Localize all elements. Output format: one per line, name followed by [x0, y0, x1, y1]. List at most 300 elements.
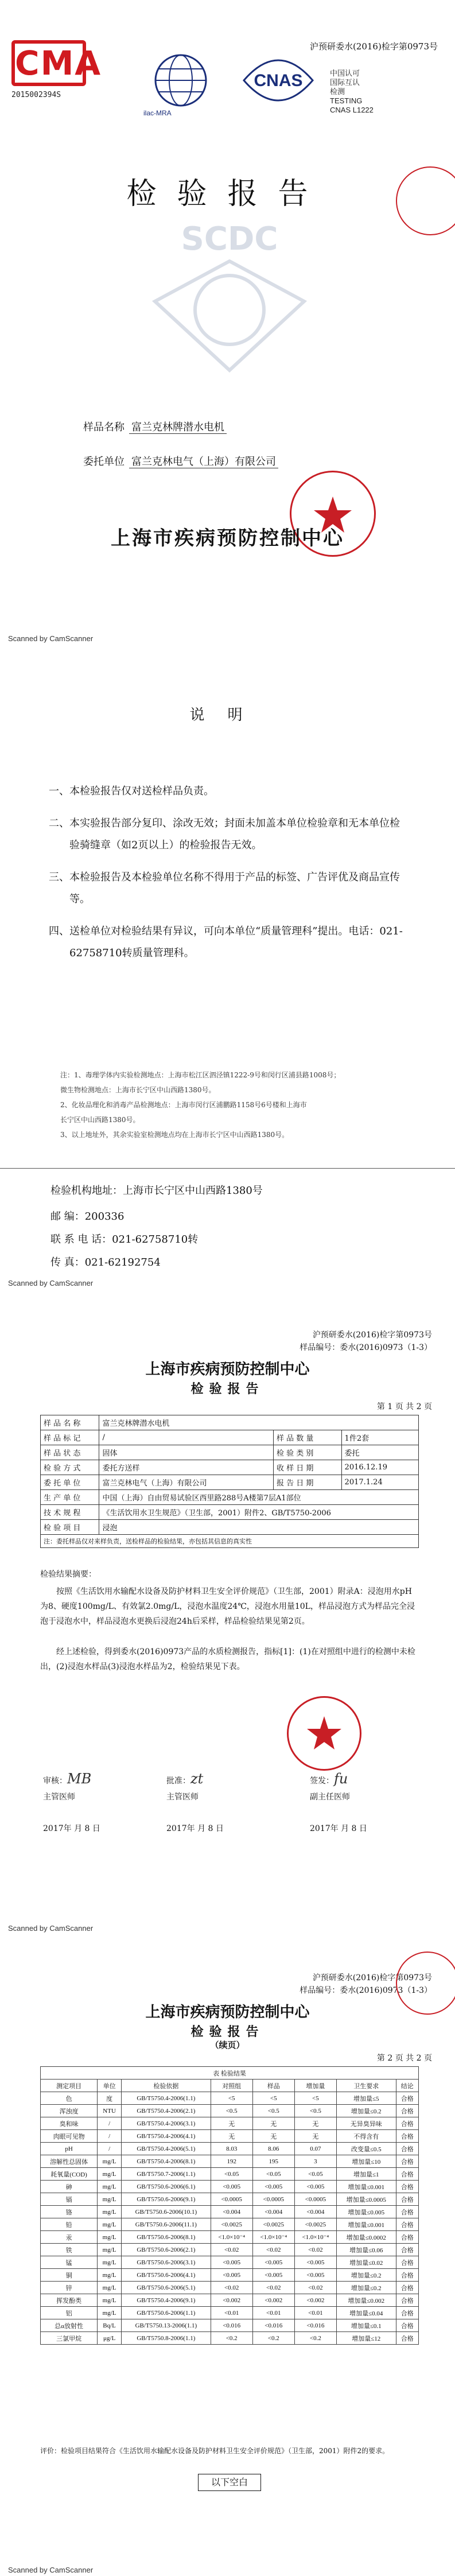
table-cell: 合格 [396, 2282, 418, 2294]
sign-role: 副主任医师 [310, 1793, 350, 1802]
table-cell: <0.05 [294, 2168, 336, 2181]
table-cell: Bq/L [98, 2319, 122, 2332]
results-table [40, 2066, 419, 2345]
table-cell: <0.5 [252, 2105, 294, 2117]
table-cell: GB/T5750.6-2006(1.1) [122, 2307, 211, 2319]
ilac-text: ilac-MRA [143, 109, 172, 117]
table-cell: 3 [294, 2155, 336, 2168]
info-value: 富兰克林牌潜水电机 [99, 1415, 419, 1430]
abstract-paragraph: 按照《生活饮用水输配水设备及防护材料卫生安全评价规范》（卫生部，2001）附录A：浸泡用水pH为8、硬度100mg/L、有效氯2.0mg/L，浸泡水温度24℃，浸泡水用量10L，样品浸泡方式为样品完全浸泡于浸泡水中，样品浸泡水更换后浸泡24h后采样，样品检验结果见第2页。 [40, 1587, 415, 1626]
info-label: 检 验 方 式 [41, 1460, 99, 1475]
phone-line [50, 1231, 198, 1246]
table-row [41, 2269, 419, 2282]
info-label: 报 告 日 期 [274, 1475, 342, 1490]
column-header: 检验依据 [122, 2080, 211, 2092]
evaluation-note: 评价：检验项目结果符合《生活饮用水输配水设备及防护材料卫生安全评价规范》（卫生部，2001）附件2的要求。 [40, 2447, 390, 2455]
table-cell: mg/L [98, 2282, 122, 2294]
column-header: 单位 [98, 2080, 122, 2092]
table-cell: mg/L [98, 2218, 122, 2231]
table-cell: 合格 [396, 2143, 418, 2155]
table-row [41, 1460, 419, 1475]
note-item: 三、本检验报告及本检验单位名称不得用于产品的标签、广告评优及商品宣传等。 [49, 871, 400, 905]
table-cell: mg/L [98, 2181, 122, 2193]
table-cell: <0.01 [252, 2307, 294, 2319]
table-row [41, 2206, 419, 2218]
table-cell: 合格 [396, 2269, 418, 2282]
divider [0, 1168, 455, 1169]
lab-note: 微生物检测地点：上海市长宁区中山西路1380号。 [60, 1086, 216, 1094]
info-label: 样 品 数 量 [274, 1430, 342, 1445]
column-header: 结论 [396, 2080, 418, 2092]
info-label: 样 品 状 态 [41, 1445, 99, 1460]
table-cell: 无 [294, 2130, 336, 2143]
report-title: 检验报告 [190, 2025, 265, 2039]
sign-signature: 签发：fu [310, 1771, 348, 1787]
table-cell: 增加量≤0.1 [336, 2319, 396, 2332]
column-header: 卫生要求 [336, 2080, 396, 2092]
table-cell: <0.002 [294, 2294, 336, 2307]
table-cell: 无 [211, 2117, 252, 2130]
report-number: 沪预研委水(2016)检字第0973号 [312, 1330, 432, 1340]
table-cell: GB/T5750.6-2006(9.1) [122, 2193, 211, 2206]
table-cell: GB/T5750.6-2006(10.1) [122, 2206, 211, 2218]
sign-date: 2017年 月 8 日 [310, 1824, 367, 1833]
official-seal [287, 1696, 361, 1771]
lab-note: 注：1、毒理学体内实验检测地点：上海市松江区泗泾镇1222-9号和闵行区浦县路1008号； [60, 1071, 341, 1079]
watermark-text: SCDC [181, 220, 278, 258]
logo-row [11, 40, 444, 126]
table-cell: 增加量≤1 [336, 2168, 396, 2181]
table-row [41, 2319, 419, 2332]
table-cell: <0.02 [211, 2244, 252, 2256]
edge-seal [396, 1952, 455, 2015]
table-cell: GB/T5750.13-2006(1.1) [122, 2319, 211, 2332]
table-cell: 增加量≤0.04 [336, 2307, 396, 2319]
table-row [41, 2117, 419, 2130]
table-cell: 合格 [396, 2155, 418, 2168]
table-cell: <0.004 [252, 2206, 294, 2218]
notes-list [49, 781, 405, 975]
table-row [41, 2143, 419, 2155]
table-cell: mg/L [98, 2193, 122, 2206]
info-value: 《生活饮用水卫生规范》（卫生部，2001）附件2、GB/T5750-2006 [99, 1505, 419, 1520]
table-cell: <0.02 [294, 2282, 336, 2294]
table-cell: <0.0005 [252, 2193, 294, 2206]
table-row [41, 2155, 419, 2168]
table-cell: 合格 [396, 2130, 418, 2143]
table-cell: <0.005 [211, 2269, 252, 2282]
info-value: / [99, 1430, 274, 1445]
report-page-2 [0, 1940, 455, 2576]
table-cell: GB/T5750.4-2006(3.1) [122, 2117, 211, 2130]
table-cell: 合格 [396, 2105, 418, 2117]
table-cell: GB/T5750.4-2006(9.1) [122, 2294, 211, 2307]
table-cell: 增加量≤0.001 [336, 2218, 396, 2231]
table-cell: <5 [211, 2092, 252, 2105]
approve-date: 2017年 月 8 日 [166, 1824, 224, 1833]
table-cell: <5 [294, 2092, 336, 2105]
info-value: 1件2套 [341, 1430, 418, 1445]
sign-label: 签发： [310, 1776, 334, 1786]
abstract-paragraph: 经上述检验，得到委水(2016)0973产品的水质检测报告，指标[1]：(1)在对照组中进行的检测中未检出，(2)浸泡水样品(3)浸泡水样品为2，检验结果见下表。 [40, 1647, 415, 1671]
info-note: 注：委托样品仅对来样负责，送检样品的检验结果，亦包括其信息的真实性 [41, 1535, 419, 1548]
table-cell: <0.005 [294, 2269, 336, 2282]
approve-label: 批准： [166, 1776, 190, 1786]
table-cell: GB/T5750.6-2006(3.1) [122, 2256, 211, 2269]
lab-note: 长宁区中山西路1380号。 [60, 1116, 140, 1124]
table-row [41, 1415, 419, 1430]
phone-value: 021-62758710转 [112, 1233, 199, 1246]
cnas-logo-icon [232, 40, 324, 118]
table-cell: <0.0025 [294, 2218, 336, 2231]
table-row [41, 2218, 419, 2231]
table-cell: <0.02 [211, 2282, 252, 2294]
table-cell: 合格 [396, 2332, 418, 2345]
table-caption-row [41, 2067, 419, 2080]
table-cell: 无 [252, 2130, 294, 2143]
table-cell: 合格 [396, 2294, 418, 2307]
table-cell: 色 [41, 2092, 98, 2105]
info-value: 2017.1.24 [341, 1475, 418, 1490]
table-cell: NTU [98, 2105, 122, 2117]
table-cell: <0.02 [252, 2244, 294, 2256]
review-signature: 审核：MB [43, 1771, 92, 1787]
table-cell: / [98, 2143, 122, 2155]
table-cell: 无 [211, 2130, 252, 2143]
review-role: 主管医师 [43, 1793, 75, 1802]
cnas-line: 检测 [330, 87, 345, 96]
table-cell: 增加量≤0.2 [336, 2105, 396, 2117]
page-info: 第 1 页 共 2 页 [376, 1402, 432, 1411]
review-date: 2017年 月 8 日 [43, 1824, 100, 1833]
table-cell: 三氯甲烷 [41, 2332, 98, 2345]
table-cell: GB/T5750.4-2006(1.1) [122, 2092, 211, 2105]
info-label: 样 品 标 记 [41, 1430, 99, 1445]
table-cell: <5 [252, 2092, 294, 2105]
table-title: 表 检验结果 [41, 2067, 419, 2080]
table-cell: 增加量≤0.0002 [336, 2231, 396, 2244]
table-cell: 铅 [41, 2218, 98, 2231]
sample-name-field [83, 419, 227, 434]
table-cell: 合格 [396, 2256, 418, 2269]
table-cell: GB/T5750.7-2006(1.1) [122, 2168, 211, 2181]
lab-note: 3、以上地址外，其余实验室检测地点均在上海市长宁区中山西路1380号。 [60, 1131, 289, 1139]
cnas-line: 国际互认 [330, 78, 360, 87]
table-row [41, 2294, 419, 2307]
blank-marker: 以下空白 [198, 2474, 261, 2491]
page-info: 第 2 页 共 2 页 [376, 2054, 432, 2063]
table-cell: <0.005 [294, 2181, 336, 2193]
note-item: 一、本检验报告仅对送检样品负责。 [49, 785, 214, 797]
cma-mark: CMA [11, 40, 86, 86]
review-label: 审核： [43, 1776, 67, 1786]
sample-label: 样品名称 [83, 421, 125, 433]
table-cell: mg/L [98, 2155, 122, 2168]
table-row [41, 2231, 419, 2244]
table-row [41, 2181, 419, 2193]
phone-label: 联 系 电 话： [50, 1233, 112, 1246]
table-cell: 无 [294, 2117, 336, 2130]
table-cell: 0.07 [294, 2143, 336, 2155]
table-cell: mg/L [98, 2307, 122, 2319]
cnas-line: CNAS L1222 [330, 106, 374, 114]
info-label: 检 验 类 别 [274, 1445, 342, 1460]
table-row [41, 2168, 419, 2181]
table-cell: <1.0×10⁻⁴ [211, 2231, 252, 2244]
table-cell: 合格 [396, 2181, 418, 2193]
table-cell: 合格 [396, 2193, 418, 2206]
cover-page [0, 0, 455, 629]
table-row [41, 2332, 419, 2345]
org-name: 上海市疾病预防控制中心 [111, 527, 344, 550]
table-row [41, 2130, 419, 2143]
table-cell: 8.03 [211, 2143, 252, 2155]
header-row [41, 2080, 419, 2092]
table-cell: <0.016 [294, 2319, 336, 2332]
table-cell: <0.016 [211, 2319, 252, 2332]
table-cell: <0.2 [211, 2332, 252, 2345]
table-cell: 增加量≤0.002 [336, 2294, 396, 2307]
table-cell: 192 [211, 2155, 252, 2168]
approve-role: 主管医师 [166, 1793, 199, 1802]
table-cell: <0.005 [252, 2256, 294, 2269]
table-cell: 镉 [41, 2193, 98, 2206]
cnas-line: TESTING [330, 96, 363, 105]
table-cell: 挥发酚类 [41, 2294, 98, 2307]
table-cell: 增加量≤0.0005 [336, 2193, 396, 2206]
table-cell: GB/T5750.8-2006(1.1) [122, 2332, 211, 2345]
cnas-caption [330, 69, 374, 115]
table-cell: mg/L [98, 2244, 122, 2256]
table-cell: GB/T5750.6-2006(4.1) [122, 2269, 211, 2282]
table-cell: 度 [98, 2092, 122, 2105]
info-value: 委托 [341, 1445, 418, 1460]
table-cell: <0.01 [211, 2307, 252, 2319]
table-cell: GB/T5750.6-2006(5.1) [122, 2282, 211, 2294]
table-row [41, 2256, 419, 2269]
table-cell: <0.005 [294, 2256, 336, 2269]
table-row [41, 1535, 419, 1548]
table-cell: <0.0005 [294, 2193, 336, 2206]
table-cell: 无 [252, 2117, 294, 2130]
table-cell: <0.05 [252, 2168, 294, 2181]
address-value: 上海市长宁区中山西路1380号 [123, 1185, 263, 1197]
info-value: 中国（上海）自由贸易试验区西里路288号A楼第7层A1部位 [99, 1490, 419, 1505]
info-value: 2016.12.19 [341, 1460, 418, 1475]
table-row [41, 1445, 419, 1460]
table-cell: 臭和味 [41, 2117, 98, 2130]
table-cell: <0.005 [211, 2256, 252, 2269]
table-cell: 锌 [41, 2282, 98, 2294]
table-cell: <1.0×10⁻⁴ [294, 2231, 336, 2244]
table-cell: 增加量≤5 [336, 2092, 396, 2105]
info-table [40, 1415, 419, 1548]
info-label: 委 托 单 位 [41, 1475, 99, 1490]
table-cell: GB/T5750.6-2006(6.1) [122, 2181, 211, 2193]
table-cell: mg/L [98, 2206, 122, 2218]
sample-number: 样品编号：委水(2016)0973（1-3） [300, 1986, 432, 1995]
lab-location-notes [60, 1068, 416, 1142]
table-cell: mg/L [98, 2256, 122, 2269]
info-value: 富兰克林电气（上海）有限公司 [99, 1475, 274, 1490]
table-cell: 增加量≤12 [336, 2332, 396, 2345]
table-cell: GB/T5750.4-2006(5.1) [122, 2143, 211, 2155]
table-row [41, 1505, 419, 1520]
address-label: 检验机构地址： [50, 1185, 123, 1197]
table-cell: <0.004 [211, 2206, 252, 2218]
fax-line [50, 1254, 161, 1269]
table-cell: mg/L [98, 2269, 122, 2282]
sample-value: 富兰克林牌潜水电机 [129, 421, 227, 434]
table-cell: 铜 [41, 2269, 98, 2282]
postcode-line [50, 1208, 124, 1223]
table-row [41, 1490, 419, 1505]
table-cell: 增加量≤0.06 [336, 2244, 396, 2256]
report-number: 沪预研委水(2016)检字第0973号 [309, 41, 438, 52]
info-value: 固体 [99, 1445, 274, 1460]
column-header: 增加量 [294, 2080, 336, 2092]
scanner-caption: Scanned by CamScanner [8, 1924, 94, 1933]
table-row [41, 2193, 419, 2206]
table-cell: <0.0025 [252, 2218, 294, 2231]
table-row [41, 1475, 419, 1490]
table-cell: GB/T5750.4-2006(4.1) [122, 2130, 211, 2143]
table-cell: 铁 [41, 2244, 98, 2256]
table-row [41, 2092, 419, 2105]
column-header: 测定项目 [41, 2080, 98, 2092]
table-cell: / [98, 2130, 122, 2143]
info-label: 收 样 日 期 [274, 1460, 342, 1475]
report-title: 检验报告 [190, 1382, 265, 1396]
table-cell: GB/T5750.4-2006(2.1) [122, 2105, 211, 2117]
client-field [83, 453, 278, 468]
table-cell: <0.0025 [211, 2218, 252, 2231]
table-cell: <0.005 [252, 2269, 294, 2282]
table-cell: <0.05 [211, 2168, 252, 2181]
table-cell: mg/L [98, 2294, 122, 2307]
table-cell: GB/T5750.6-2006(8.1) [122, 2231, 211, 2244]
table-cell: 改变量≤0.5 [336, 2143, 396, 2155]
edge-seal [396, 166, 455, 235]
table-row [41, 2105, 419, 2117]
table-cell: 增加量≤0.001 [336, 2181, 396, 2193]
table-cell: mg/L [98, 2168, 122, 2181]
table-cell: <0.2 [294, 2332, 336, 2345]
cma-number: 2015002394S [11, 91, 61, 99]
table-cell: 增加量≤0.2 [336, 2282, 396, 2294]
table-cell: GB/T5750.4-2006(8.1) [122, 2155, 211, 2168]
table-cell: 合格 [396, 2231, 418, 2244]
table-cell: pH [41, 2143, 98, 2155]
lab-note: 2、化妆品理化和消毒产品检测地点：上海市闵行区浦鹏路1158号6号楼和上海市 [60, 1101, 307, 1109]
cnas-text: CNAS [254, 71, 303, 90]
table-cell: 汞 [41, 2231, 98, 2244]
table-cell: <0.2 [252, 2332, 294, 2345]
table-cell: <0.004 [294, 2206, 336, 2218]
table-cell: <0.5 [211, 2105, 252, 2117]
cma-logo [11, 40, 102, 109]
info-label: 样 品 名 称 [41, 1415, 99, 1430]
table-cell: <1.0×10⁻⁴ [252, 2231, 294, 2244]
table-cell: GB/T5750.6-2006(11.1) [122, 2218, 211, 2231]
table-cell: / [98, 2117, 122, 2130]
table-cell: <0.002 [211, 2294, 252, 2307]
table-cell: <0.02 [252, 2282, 294, 2294]
table-row [41, 1430, 419, 1445]
sample-number: 样品编号：委水(2016)0973（1-3） [300, 1343, 432, 1352]
column-header: 样品 [252, 2080, 294, 2092]
table-cell: <0.005 [211, 2181, 252, 2193]
table-cell: 砷 [41, 2181, 98, 2193]
table-row [41, 2244, 419, 2256]
table-cell: 增加量≤0.02 [336, 2256, 396, 2269]
notes-title: 说明 [189, 707, 266, 724]
table-cell: <0.5 [294, 2105, 336, 2117]
approve-signature: 批准：zt [166, 1771, 204, 1787]
scanner-caption: Scanned by CamScanner [8, 2566, 94, 2574]
address-line [50, 1182, 263, 1197]
info-label: 生 产 单 位 [41, 1490, 99, 1505]
table-cell: <0.016 [252, 2319, 294, 2332]
scanner-caption: Scanned by CamScanner [8, 634, 94, 643]
note-item: 四、送检单位对检验结果有异议，可向本单位“质量管理科”提出。电话：021-62758710转质量管理科。 [49, 925, 403, 959]
org-name: 上海市疾病预防控制中心 [145, 1361, 310, 1378]
table-cell: μg/L [98, 2332, 122, 2345]
table-cell: 铝 [41, 2307, 98, 2319]
table-cell: <0.005 [252, 2181, 294, 2193]
table-cell: 合格 [396, 2117, 418, 2130]
cnas-line: 中国认可 [330, 69, 360, 77]
report-title: 检验报告 [126, 177, 329, 211]
table-row [41, 2307, 419, 2319]
info-label: 检 验 项 目 [41, 1520, 99, 1535]
table-row [41, 1520, 419, 1535]
table-cell: 合格 [396, 2168, 418, 2181]
info-label: 技 术 规 程 [41, 1505, 99, 1520]
table-cell: 合格 [396, 2206, 418, 2218]
table-cell: 不得含有 [336, 2130, 396, 2143]
table-cell: 铬 [41, 2206, 98, 2218]
table-cell: 肉眼可见物 [41, 2130, 98, 2143]
postcode-label: 邮 编： [50, 1211, 85, 1223]
info-value: 浸泡 [99, 1520, 419, 1535]
fax-label: 传 真： [50, 1256, 85, 1268]
table-cell: 增加量≤0.2 [336, 2269, 396, 2282]
table-cell: 8.06 [252, 2143, 294, 2155]
table-cell: 合格 [396, 2244, 418, 2256]
abstract-title: 检验结果摘要： [40, 1570, 96, 1579]
report-subtitle: （续页） [210, 2040, 245, 2050]
table-cell: 合格 [396, 2307, 418, 2319]
table-cell: 合格 [396, 2319, 418, 2332]
org-name: 上海市疾病预防控制中心 [145, 2004, 310, 2021]
fax-value: 021-62192754 [84, 1256, 161, 1268]
scdc-watermark-icon [138, 210, 321, 382]
note-item: 二、本实验报告部分复印、涂改无效；封面未加盖本单位检验章和无本单位检验骑缝章（如2页以上）的检验报告无效。 [49, 817, 400, 851]
ilac-globe-icon [152, 52, 209, 109]
scanner-caption: Scanned by CamScanner [8, 1279, 94, 1287]
table-cell: 无异臭异味 [336, 2117, 396, 2130]
table-cell: <0.002 [252, 2294, 294, 2307]
client-label: 委托单位 [83, 456, 125, 468]
table-cell: GB/T5750.6-2006(2.1) [122, 2244, 211, 2256]
notes-page [0, 649, 455, 1274]
column-header: 对照组 [211, 2080, 252, 2092]
table-cell: 合格 [396, 2218, 418, 2231]
table-row [41, 2282, 419, 2294]
table-cell: 浑浊度 [41, 2105, 98, 2117]
table-cell: 耗氧量(COD) [41, 2168, 98, 2181]
